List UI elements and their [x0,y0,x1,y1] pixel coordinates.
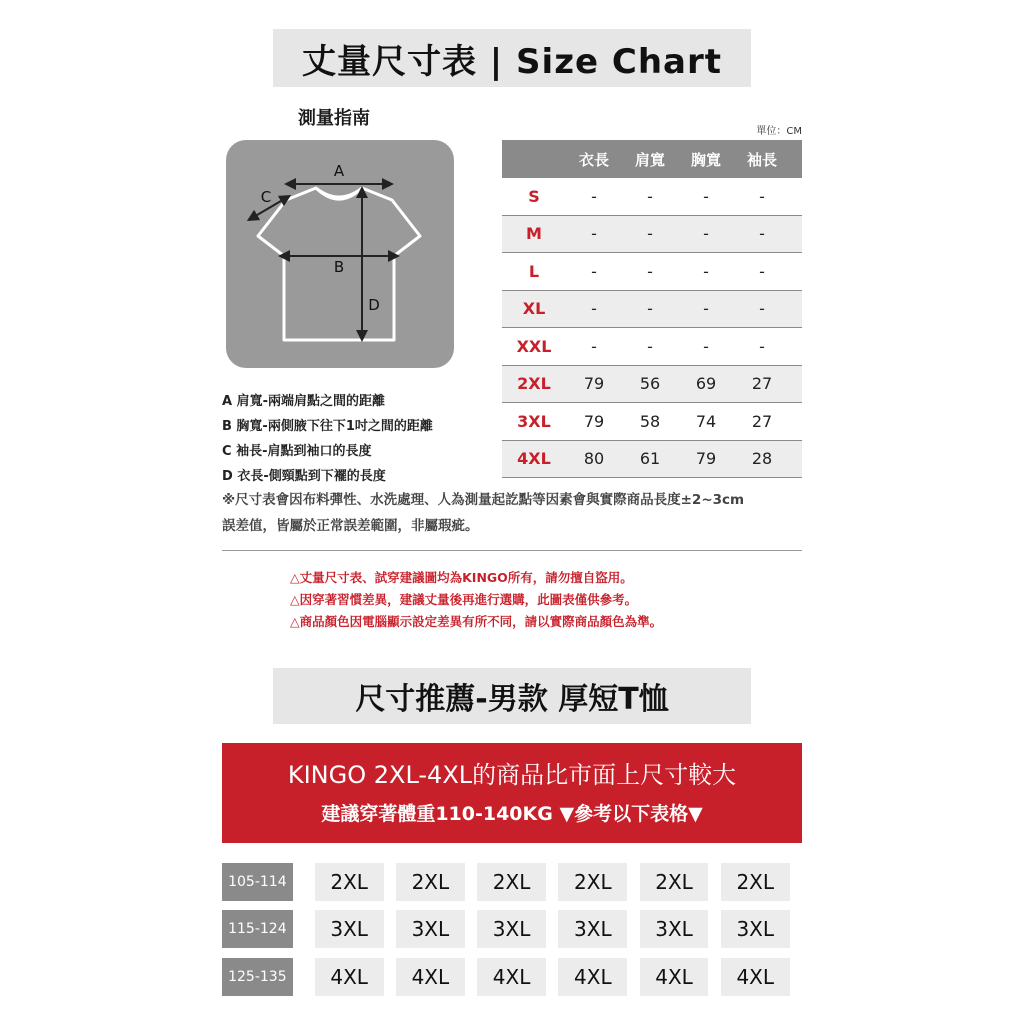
size-label: L [528,261,540,281]
size-value: - [647,299,653,319]
size-value: - [591,336,597,356]
size-value: - [703,336,709,356]
size-value: 69 [695,374,717,394]
size-table-row [502,178,802,216]
recommend-size: 4XL [558,958,627,996]
recommend-title: 尺寸推薦-男款 厚短T恤 [273,668,751,724]
size-value: - [703,186,709,206]
size-value: 74 [695,411,717,431]
size-value: 27 [751,374,773,394]
size-value: - [703,224,709,244]
recommend-size: 3XL [315,910,384,948]
legend-c: C 袖長-肩點到袖口的長度 [222,444,372,459]
recommend-row [222,958,802,996]
size-label: 3XL [517,411,551,431]
size-value: 61 [639,449,661,469]
weight-range: 125-135 [222,958,293,996]
recommend-size: 2XL [640,863,709,901]
size-table-row [502,366,802,404]
warning-3: △商品顏色因電腦顯示設定差異有所不同，請以實際商品顏色為準。 [290,614,663,629]
size-value: - [703,299,709,319]
tshirt-diagram [226,140,454,368]
recommend-size: 2XL [721,863,790,901]
size-label: XL [522,299,546,319]
size-label: S [528,186,540,206]
size-label: XXL [516,336,552,356]
size-value: - [703,261,709,281]
recommend-size: 2XL [477,863,546,901]
size-value: - [759,336,765,356]
recommend-size: 4XL [315,958,384,996]
size-value: - [759,261,765,281]
size-value: - [647,336,653,356]
header-chest: 胸寬 [690,150,721,169]
size-value: - [647,186,653,206]
header-shoulder: 肩寬 [634,150,665,169]
warning-1: △丈量尺寸表、試穿建議圖均為KINGO所有，請勿擅自盜用。 [290,570,633,585]
label-c: C [260,188,272,206]
size-value: 56 [639,374,661,394]
recommend-size: 4XL [396,958,465,996]
warning-2: △因穿著習慣差異，建議丈量後再進行選購，此圖表僅供參考。 [290,592,638,607]
size-table-row [502,291,802,329]
recommend-size: 3XL [558,910,627,948]
page-title: 丈量尺寸表 | Size Chart [273,29,751,87]
recommend-size: 2XL [396,863,465,901]
weight-range: 115-124 [222,910,293,948]
size-table-row [502,216,802,254]
recommend-row [222,910,802,948]
recommend-size: 4XL [477,958,546,996]
size-value: - [591,299,597,319]
unit-label: 單位：CM [756,126,802,137]
size-value: 58 [639,411,661,431]
recommend-size: 3XL [477,910,546,948]
note-line-1: ※尺寸表會因布料彈性、水洗處理、人為測量起訖點等因素會與實際商品長度±2~3cm [222,492,745,508]
size-table-row [502,328,802,366]
divider [222,550,802,551]
recommend-size: 3XL [640,910,709,948]
header-sleeve: 袖長 [746,150,777,169]
size-table-header [502,140,802,178]
size-value: 80 [583,449,605,469]
legend-d: D 衣長-側頸點到下襬的長度 [222,469,386,484]
weight-range: 105-114 [222,863,293,901]
size-value: 79 [695,449,717,469]
size-value: 79 [583,411,605,431]
banner-line-2: 建議穿著體重110-140KG ▼參考以下表格▼ [321,803,703,825]
recommend-size: 3XL [721,910,790,948]
recommend-size: 2XL [315,863,384,901]
recommend-size: 4XL [721,958,790,996]
size-value: - [591,224,597,244]
measure-guide-label: 測量指南 [298,108,370,129]
promo-banner [222,743,802,843]
size-table-row [502,441,802,479]
tshirt-outline-icon [226,140,454,368]
size-value: - [591,186,597,206]
size-value: - [759,186,765,206]
recommend-row [222,863,802,901]
recommend-size: 4XL [640,958,709,996]
legend-b: B 胸寬-兩側腋下往下1吋之間的距離 [222,419,433,434]
size-table [502,140,802,478]
size-label: 4XL [517,449,551,469]
size-table-row [502,403,802,441]
size-value: - [647,224,653,244]
legend-a: A 肩寬-兩端肩點之間的距離 [222,394,385,409]
recommend-size: 3XL [396,910,465,948]
recommend-size: 2XL [558,863,627,901]
size-value: - [647,261,653,281]
label-d: D [368,296,380,314]
size-value: 28 [751,449,773,469]
banner-line-1: KINGO 2XL-4XL的商品比市面上尺寸較大 [287,761,737,789]
label-b: B [333,258,345,276]
size-table-row [502,253,802,291]
size-label: 2XL [517,374,551,394]
note-line-2: 誤差值，皆屬於正常誤差範圍，非屬瑕疵。 [222,518,479,534]
size-value: 27 [751,411,773,431]
header-length: 衣長 [578,150,609,169]
size-value: 79 [583,374,605,394]
size-label: M [526,224,542,244]
label-a: A [333,162,345,180]
size-value: - [759,299,765,319]
size-value: - [591,261,597,281]
size-value: - [759,224,765,244]
